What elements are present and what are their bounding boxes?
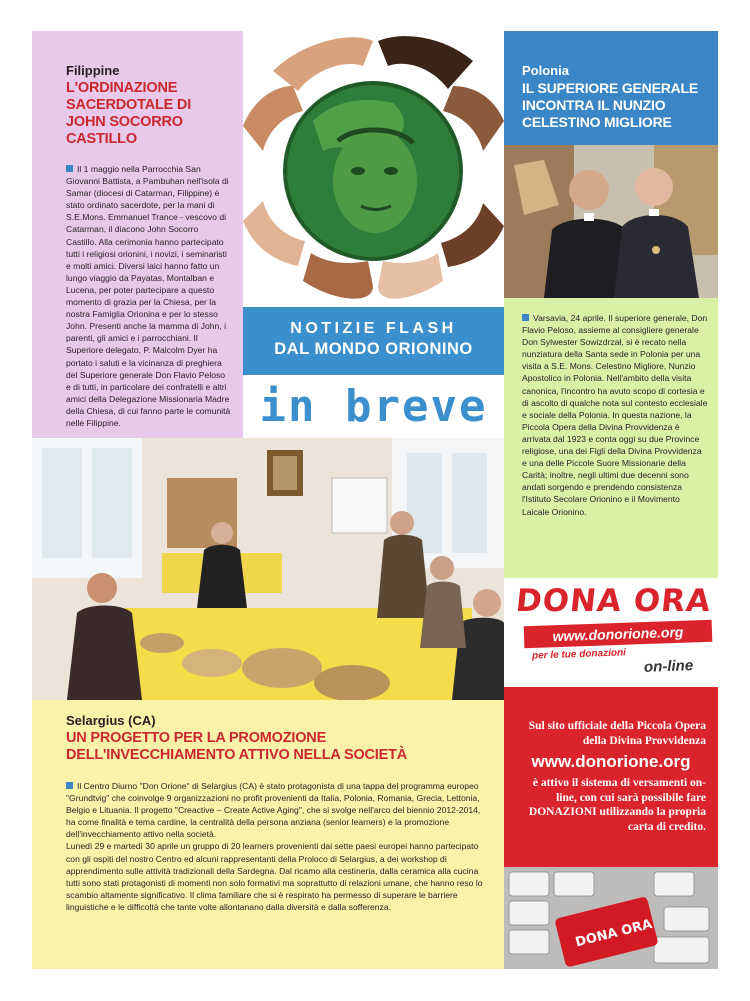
filippine-article — [32, 31, 243, 438]
two-priests-photo — [504, 145, 718, 298]
filippine-body: Il 1 maggio nella Parrocchia San Giovanni Battista, a Pambuhan nell'isola di Samar (diocesi di Catarman, Filippine) è stato ordinato sacerdote, per la mani di S.E.Mons. Emmanuel Trance - vescovo di Catarman, il diacono John Socorro Castillo. Alla cerimonia hanno partecipato tutti i religiosi orionini, i novizi, i seminaristi e molti amici. Diversi laici hanno fatto un lungo viaggio da Payatas, Montalban e Lucena, per poter partecipare a questo momento di grazia per la Chiesa, per la nostra Famiglia Orionina e per lo stesso John. Presenti anche la mamma di John, i parenti, gli amici e i parrocchiani. Il Superiore delegato, P. Malcolm Dyer ha portato i saluti e la vicinanza di preghiera del Superiore generale Don Flavio Peloso e di tutti, in particolare dei confratelli e altri amici della Delegazione Missionaria Madre della Chiesa, di cui fanno parte le comunità nelle Filippine. — [66, 164, 231, 428]
notizie-flash-banner — [243, 307, 504, 375]
globe-hands-image — [243, 31, 504, 307]
donation-text-2: è attivo il sistema di versamenti on-line, con cui sarà possibile fare DONAZIONI utilizzando la propria carta di credito. — [528, 777, 706, 833]
dona-ora-subtitle: per le tue donazioni — [531, 647, 627, 662]
donation-text-1: Sul sito ufficiale della Piccola Opera della Divina Provvidenza — [528, 720, 706, 747]
polonia-article — [504, 298, 718, 578]
polonia-body: Varsavia, 24 aprile. Il superiore generale, Don Flavio Peloso, assieme al consigliere generale Don Sylwester Sowizdrzał, si è recato nella nunziatura della Santa sede in Polonia per una visita a S.E. Mons. Celestino Migliore, Nunzio Apostolico in Polonia. Nell'ambito della visita canonica, l'incontro ha avuto scopo di cortesia e di ascolto di qualche nota sul contesto ecclesiale e sociale della Polonia. In questa nazione, la Piccola Opera della Divina Provvidenza è arrivata dal 1923 e conta oggi su due Province religiose, una dei Figli della Divina Provvidenza e una delle Piccole Suore Missionarie della Carità; inoltre, negli ultimi due decenni sono andati sorgendo e prendendo consistenza l'Istituto Secolare Orionino e il Movimento Laicale Orionino. — [522, 313, 708, 517]
selargius-tag: Selargius (CA) — [66, 713, 156, 728]
polonia-title: IL SUPERIORE GENERALE INCONTRA IL NUNZIO CELESTINO MIGLIORE — [522, 80, 699, 130]
dona-ora-online: on-line — [643, 657, 694, 676]
polonia-tag: Polonia — [522, 63, 569, 78]
selargius-title: UN PROGETTO PER LA PROMOZIONE DELL'INVECCHIAMENTO ATTIVO NELLA SOCIETÀ — [66, 730, 408, 763]
workshop-scene — [32, 438, 504, 700]
dona-ora-url-strip[interactable]: www.donorione.org — [524, 620, 713, 649]
polonia-photo — [504, 145, 718, 298]
dona-ora-title: DONA ORA — [514, 583, 713, 619]
selargius-body-1: Il Centro Diurno "Don Orione" di Selargius (CA) è stato protagonista di una tappa del programma europeo "Grundtvig" che coinvolge 9 organizzazioni no profit provenienti da Italia, Polonia, Romania, Grecia, Lettonia, Belgio e Lituania. Il progetto "Creactive – Create Active Aging", che si svolge nell'arco del biennio 2012-2014, ha come finalità e tema cardine, la centralità della persona anziana (senior learners) e la promozione dell'invecchiamento attivo nella società. — [66, 781, 481, 840]
dona-ora-banner[interactable] — [504, 578, 718, 687]
bullet-square-icon — [522, 314, 529, 321]
selargius-body-2: Lunedì 29 e martedì 30 aprile un gruppo di 20 learners provenienti dai sette paesi europei hanno partecipato con gli ospiti del nostro Centro ed alcuni rappresentanti della Proloco di Selargius, a dei workshop di apprendimento sulle attività tradizionali della Sardegna. Dal ricamo alla cestineria, dalla ceramica alla cucina tutti sono stati protagonisti di momenti non solo formativi ma soprattutto di relazioni umane, che hanno reso lo scambio altamente significativo. Il clima familiare che si è respirato ha permesso di superare le barriere linguistiche e le difficoltà che tante volte allontanano dalla diversità e dalla sofferenza. — [66, 841, 483, 912]
keyboard-illustration — [504, 867, 718, 969]
workshop-photo — [32, 438, 504, 700]
in-breve-title: in breve — [259, 381, 488, 432]
donation-url-link[interactable]: www.donorione.org — [531, 752, 691, 771]
bullet-square-icon — [66, 165, 73, 172]
globe-hands-illustration — [243, 31, 504, 307]
keyboard-photo — [504, 867, 718, 969]
polonia-header — [504, 31, 718, 145]
filippine-tag: Filippine — [66, 63, 120, 78]
filippine-title: L'ORDINAZIONE SACERDOTALE DI JOHN SOCORRO CASTILLO — [66, 80, 192, 147]
flash-line2: DAL MONDO ORIONINO — [274, 340, 473, 358]
bullet-square-icon — [66, 782, 73, 789]
flash-line1: NOTIZIE FLASH — [290, 320, 457, 337]
donation-info-box — [504, 687, 718, 969]
in-breve-title-box — [243, 375, 504, 438]
selargius-article — [32, 700, 504, 969]
dona-ora-key-label: DONA ORA — [573, 916, 654, 951]
